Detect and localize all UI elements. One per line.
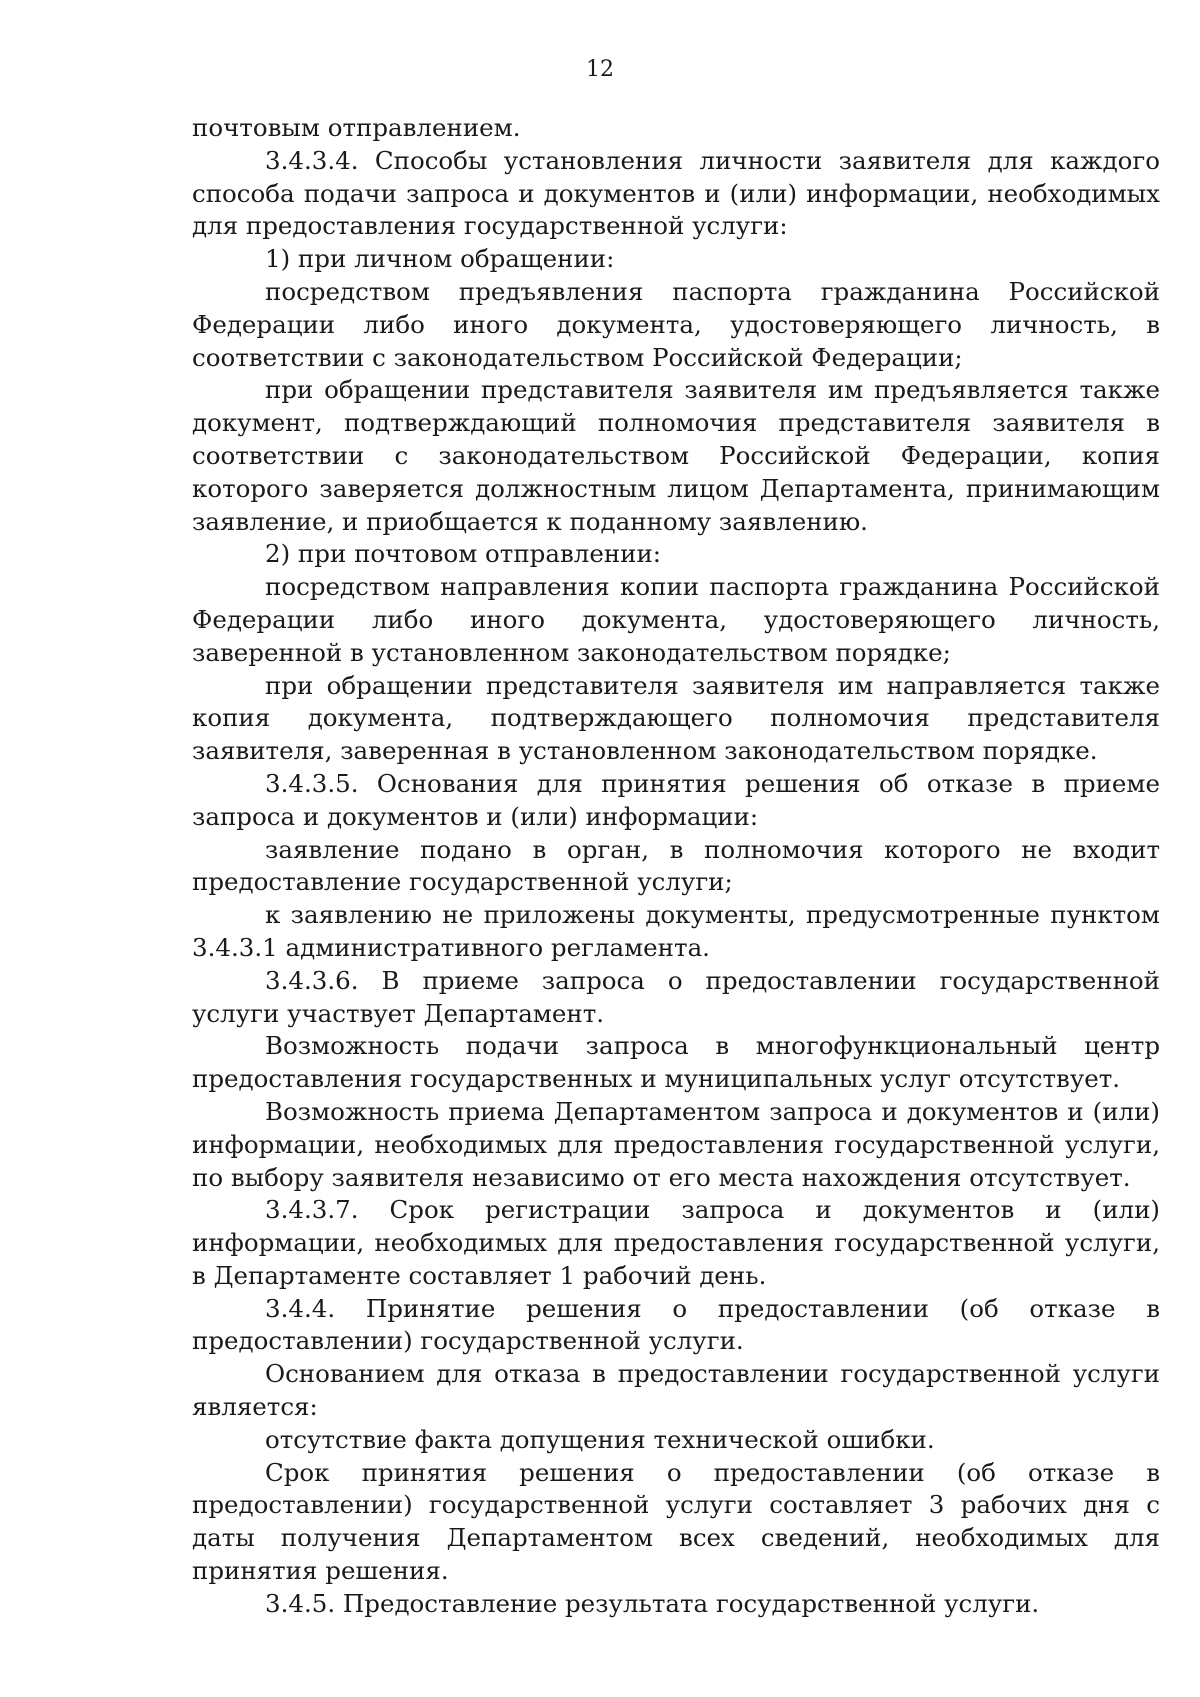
paragraph: Возможность приема Департаментом запроса и документов и (или) информации, необходимых для предоставления государственной услуги, по выбору заявителя независимо от его места нахождения отсутствует.: [192, 1096, 1160, 1192]
page-number: 12: [586, 57, 614, 82]
paragraph: заявление подано в орган, в полномочия которого не входит предоставление государственной услуги;: [192, 834, 1160, 897]
paragraph: 3.4.5. Предоставление результата государственной услуги.: [265, 1588, 1040, 1618]
paragraph: Срок принятия решения о предоставлении (об отказе в предоставлении) государственной услуги составляет 3 рабочих дня с даты получения Департаментом всех сведений, необходимых для принятия решения.: [192, 1457, 1160, 1586]
paragraph: Основанием для отказа в предоставлении государственной услуги является:: [192, 1359, 1160, 1422]
paragraph: при обращении представителя заявителя им направляется также копия документа, подтверждающего полномочия представителя заявителя, заверенная в установленном законодательством порядке.: [192, 670, 1160, 766]
paragraph: 3.4.3.4. Способы установления личности заявителя для каждого способа подачи запроса и документов и (или) информации, необходимых для предоставления государственной услуги:: [192, 145, 1160, 241]
paragraph: 1) при личном обращении:: [265, 244, 615, 274]
paragraph: почтовым отправлением.: [192, 113, 521, 142]
paragraph: 3.4.4. Принятие решения о предоставлении (об отказе в предоставлении) государственной услуги.: [192, 1293, 1160, 1356]
paragraph: отсутствие факта допущения технической ошибки.: [265, 1424, 935, 1454]
document-body: [192, 112, 1160, 1621]
paragraph: 3.4.3.5. Основания для принятия решения об отказе в приеме запроса и документов и (или) информации:: [192, 768, 1160, 831]
paragraph: 3.4.3.6. В приеме запроса о предоставлении государственной услуги участвует Департамент.: [192, 965, 1160, 1028]
paragraph: 2) при почтовом отправлении:: [265, 539, 662, 569]
paragraph: к заявлению не приложены документы, предусмотренные пунктом 3.4.3.1 административного регламента.: [192, 900, 1160, 962]
paragraph: посредством направления копии паспорта гражданина Российской Федерации либо иного документа, удостоверяющего личность, заверенной в установленном законодательством порядке;: [192, 572, 1160, 667]
paragraph: 3.4.3.7. Срок регистрации запроса и документов и (или) информации, необходимых для предоставления государственной услуги, в Департаменте составляет 1 рабочий день.: [192, 1195, 1160, 1290]
paragraph: Возможность подачи запроса в многофункциональный центр предоставления государственных и муниципальных услуг отсутствует.: [192, 1031, 1160, 1094]
paragraph: посредством предъявления паспорта гражданина Российской Федерации либо иного документа, удостоверяющего личность, в соответствии с законодательством Российской Федерации;: [192, 276, 1160, 372]
paragraph: при обращении представителя заявителя им предъявляется также документ, подтверждающий полномочия представителя заявителя в соответствии с законодательством Российской Федерации, копия которого заверяется должностным лицом Департамента, принимающим заявление, и приобщается к поданному заявлению.: [192, 375, 1160, 536]
